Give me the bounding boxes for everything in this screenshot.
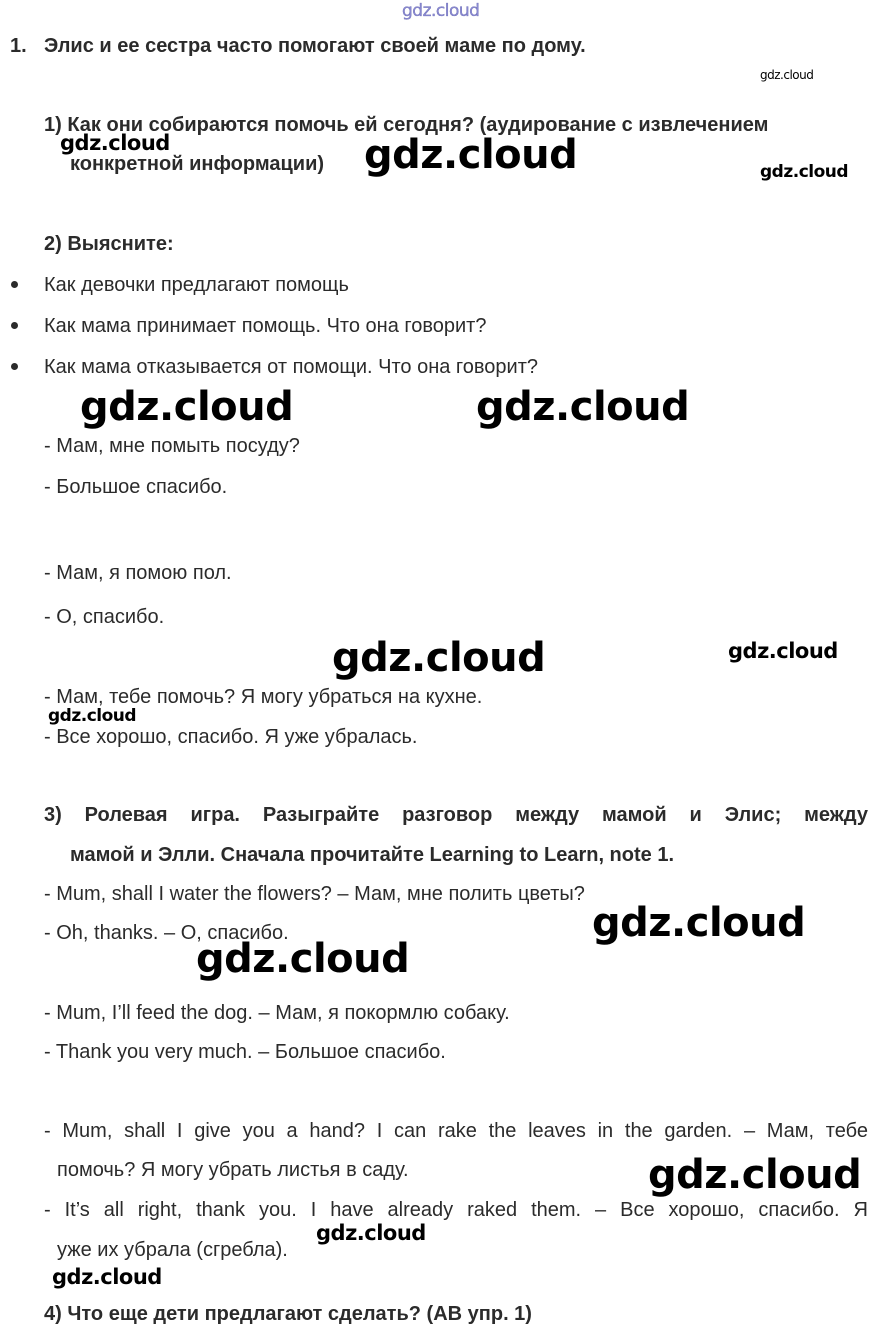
watermark: gdz.cloud <box>332 635 546 681</box>
q3-dialogue-2: - Oh, thanks. – О, спасибо. <box>44 922 289 944</box>
watermark: gdz.cloud <box>760 162 849 182</box>
bullet-dot <box>11 322 18 329</box>
watermark: gdz.cloud <box>316 1221 426 1245</box>
q3-long2-line2: уже их убрала (сгребла). <box>57 1239 288 1261</box>
watermark: gdz.cloud <box>592 900 806 946</box>
watermark-top: gdz.cloud <box>402 1 480 21</box>
watermark: gdz.cloud <box>728 639 838 663</box>
q3-long1-line1: - Mum, shall I give you a hand? I can rake the leaves in the garden. – Мам, тебе <box>44 1120 868 1142</box>
q2-bullet-1: Как девочки предлагают помощь <box>44 274 349 296</box>
q2-heading: 2) Выясните: <box>44 233 174 255</box>
watermark: gdz.cloud <box>476 384 690 430</box>
q2-bullet-2: Как мама принимает помощь. Что она говорит? <box>44 315 487 337</box>
q3-dialogue-4: - Thank you very much. – Большое спасибо. <box>44 1041 446 1063</box>
q2-dialogue-1: - Мам, мне помыть посуду? <box>44 435 300 457</box>
watermark: gdz.cloud <box>80 384 294 430</box>
q2-dialogue-6: - Все хорошо, спасибо. Я уже убралась. <box>44 726 418 748</box>
q3-long2-line1: - It’s all right, thank you. I have already raked them. – Все хорошо, спасибо. Я <box>44 1199 868 1221</box>
watermark: gdz.cloud <box>196 936 410 982</box>
q2-dialogue-4: - О, спасибо. <box>44 606 165 628</box>
watermark: gdz.cloud <box>364 132 578 178</box>
watermark: gdz.cloud <box>48 706 137 726</box>
task-title: Элис и ее сестра часто помогают своей маме по дому. <box>44 35 586 57</box>
q4-line: 4) Что еще дети предлагают сделать? (AB упр. 1) <box>44 1303 532 1325</box>
q2-dialogue-2: - Большое спасибо. <box>44 476 228 498</box>
bullet-dot <box>11 363 18 370</box>
q3-dialogue-3: - Mum, I’ll feed the dog. – Мам, я покормлю собаку. <box>44 1002 510 1024</box>
watermark: gdz.cloud <box>60 131 170 155</box>
q2-bullet-3: Как мама отказывается от помощи. Что она говорит? <box>44 356 539 378</box>
q2-dialogue-3: - Мам, я помою пол. <box>44 562 232 584</box>
q1-line2: конкретной информации) <box>70 153 325 175</box>
q3-long1-line2: помочь? Я могу убрать листья в саду. <box>57 1159 409 1181</box>
task-number: 1. <box>10 35 27 57</box>
bullet-dot <box>11 281 18 288</box>
q3-line1: 3) Ролевая игра. Разыграйте разговор между мамой и Элис; между <box>44 804 868 826</box>
watermark: gdz.cloud <box>760 68 814 82</box>
watermark: gdz.cloud <box>648 1152 862 1198</box>
q3-dialogue-1: - Mum, shall I water the flowers? – Мам, мне полить цветы? <box>44 883 585 905</box>
q2-dialogue-5: - Мам, тебе помочь? Я могу убраться на кухне. <box>44 686 483 708</box>
q1-line1: 1) Как они собираются помочь ей сегодня? (аудирование с извлечением <box>44 114 769 136</box>
watermark: gdz.cloud <box>52 1265 162 1289</box>
q3-line2: мамой и Элли. Сначала прочитайте Learning to Learn, note 1. <box>70 844 675 866</box>
